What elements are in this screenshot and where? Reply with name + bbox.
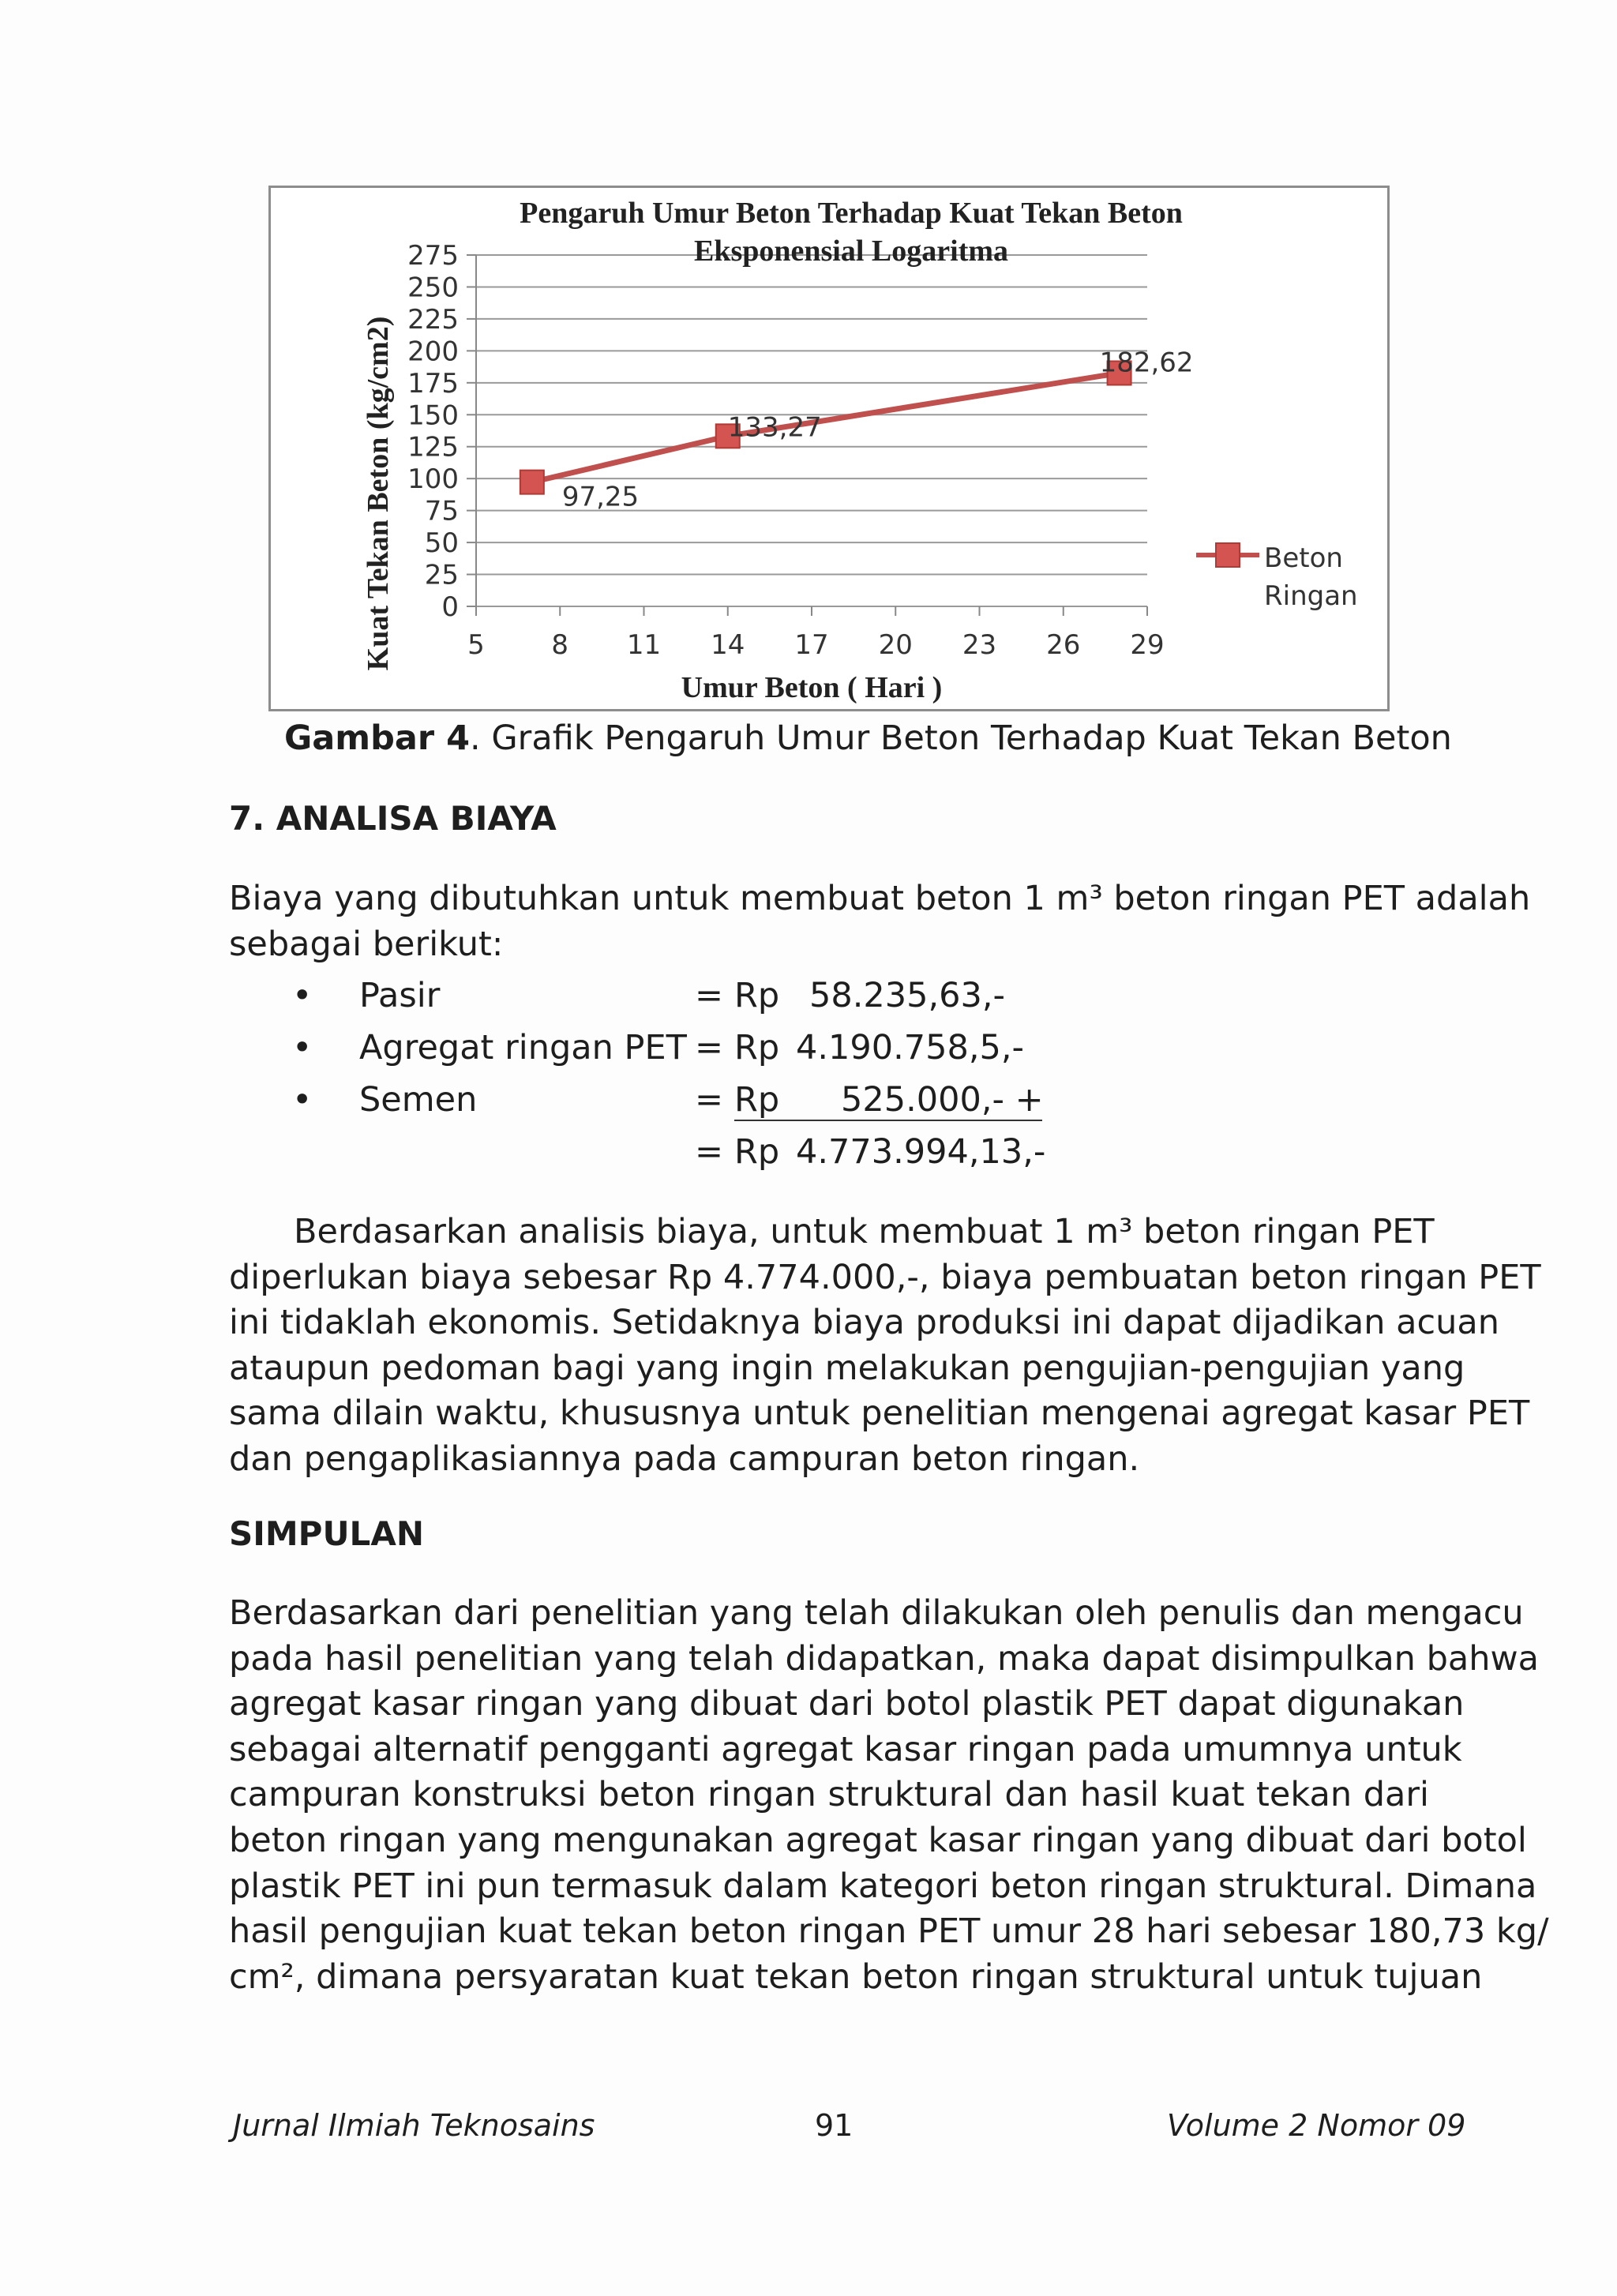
chart-figure — [268, 186, 1390, 711]
cost-value: 525.000,- + — [841, 1080, 1044, 1120]
section-heading-analisa-biaya: 7. ANALISA BIAYA — [229, 799, 557, 838]
legend-label: Beton — [1264, 542, 1343, 574]
chart-svg — [271, 188, 1387, 709]
bullet: • — [292, 1080, 313, 1120]
y-tick-label: 225 — [407, 303, 459, 336]
x-tick-label: 8 — [551, 629, 569, 661]
text-line: pada hasil penelitian yang telah didapatkan, maka dapat disimpulkan bahwa — [229, 1638, 1540, 1679]
legend-label: Ringan — [1264, 580, 1358, 612]
currency: Rp — [734, 976, 780, 1015]
series-line — [532, 373, 1120, 482]
cost-item-name: Agregat ringan PET — [359, 1028, 687, 1067]
caption-text: . Grafik Pengaruh Umur Beton Terhadap Kuat Tekan Beton — [470, 718, 1452, 758]
legend-marker — [1216, 543, 1240, 567]
data-label: 182,62 — [1099, 347, 1194, 379]
equals-sign: = — [695, 1028, 724, 1067]
y-tick-label: 75 — [424, 495, 459, 527]
text-line: ataupun pedoman bagi yang ingin melakukan pengujian-pengujian yang — [229, 1348, 1465, 1388]
text-line: hasil pengujian kuat tekan beton ringan PET umur 28 hari sebesar 180,73 kg/ — [229, 1911, 1549, 1952]
data-label: 97,25 — [561, 481, 640, 513]
bullet: • — [292, 1028, 313, 1067]
x-tick-label: 20 — [878, 629, 913, 661]
y-tick-label: 150 — [407, 400, 459, 432]
text-line: cm², dimana persyaratan kuat tekan beton ringan struktural untuk tujuan — [229, 1956, 1483, 1997]
text-line: plastik PET ini pun termasuk dalam kategori beton ringan struktural. Dimana — [229, 1866, 1537, 1906]
y-tick-label: 100 — [407, 463, 459, 496]
cost-intro — [229, 876, 1531, 967]
cost-item-name: Semen — [359, 1080, 478, 1120]
data-label: 133,27 — [727, 411, 822, 444]
chart-subtitle: Eksponensial Logaritma — [693, 234, 1009, 268]
caption-label: Gambar 4 — [284, 718, 471, 758]
text-line: beton ringan yang mengunakan agregat kasar ringan yang dibuat dari botol — [229, 1820, 1527, 1860]
y-tick-label: 175 — [407, 367, 459, 400]
page-number: 91 — [815, 2108, 854, 2143]
text-line: dan pengaplikasiannya pada campuran beton ringan. — [229, 1439, 1140, 1479]
equals-sign: = — [695, 1080, 724, 1120]
cost-item-name: Pasir — [359, 976, 441, 1015]
text-line: sebagai alternatif pengganti agregat kasar ringan pada umumnya untuk — [229, 1729, 1462, 1769]
text-line: Berdasarkan analisis biaya, untuk membuat 1 m³ beton ringan PET — [294, 1212, 1435, 1251]
y-tick-label: 275 — [407, 240, 459, 272]
text-line: sebagai berikut: — [229, 924, 504, 964]
conclusion-paragraph — [229, 1591, 1549, 2000]
journal-name: Jurnal Ilmiah Teknosains — [233, 2108, 595, 2143]
cost-row-total — [229, 1132, 1046, 1180]
equals-sign: = — [695, 976, 724, 1015]
cost-row-pasir — [229, 976, 1019, 1023]
x-tick-label: 5 — [467, 629, 485, 661]
x-tick-label: 17 — [794, 629, 829, 661]
x-tick-label: 14 — [711, 629, 745, 661]
cost-row-semen — [229, 1080, 1044, 1127]
y-tick-label: 25 — [424, 559, 459, 591]
equals-sign: = — [695, 1132, 724, 1172]
cost-value: 4.190.758,5,- — [796, 1028, 1025, 1067]
cost-value: 58.235,63,- — [809, 976, 1006, 1015]
y-tick-label: 0 — [441, 591, 459, 623]
cost-total-value: 4.773.994,13,- — [796, 1132, 1046, 1172]
y-tick-label: 125 — [407, 431, 459, 463]
currency: Rp — [734, 1132, 780, 1172]
x-tick-label: 29 — [1130, 629, 1165, 661]
text-line: Berdasarkan dari penelitian yang telah dilakukan oleh penulis dan mengacu — [229, 1593, 1524, 1633]
y-tick-label: 50 — [424, 527, 459, 560]
x-axis-label: Umur Beton ( Hari ) — [681, 671, 943, 704]
figure-caption — [284, 718, 1452, 758]
text-line: agregat kasar ringan yang dibuat dari botol plastik PET dapat digunakan — [229, 1684, 1465, 1724]
y-axis-label: Kuat Tekan Beton (kg/cm2) — [362, 316, 395, 671]
text-line: campuran konstruksi beton ringan struktural dan hasil kuat tekan dari — [229, 1775, 1429, 1815]
text-line: sama dilain waktu, khususnya untuk penelitian mengenai agregat kasar PET — [229, 1394, 1530, 1434]
section-heading-simpulan: SIMPULAN — [229, 1514, 424, 1553]
cost-row-agregat — [229, 1028, 1025, 1075]
text-line: ini tidaklah ekonomis. Setidaknya biaya produksi ini dapat dijadikan acuan — [229, 1303, 1500, 1343]
text-line: Biaya yang dibutuhkan untuk membuat beton 1 m³ beton ringan PET adalah — [229, 879, 1531, 918]
bullet: • — [292, 976, 313, 1015]
y-tick-label: 250 — [407, 272, 459, 304]
x-tick-label: 11 — [626, 629, 662, 661]
currency: Rp — [734, 1080, 1042, 1121]
x-tick-label: 26 — [1046, 629, 1081, 661]
y-tick-label: 200 — [407, 336, 459, 368]
data-point — [520, 471, 544, 494]
analysis-paragraph — [229, 1210, 1541, 1483]
x-tick-label: 23 — [962, 629, 997, 661]
text-line: diperlukan biaya sebesar Rp 4.774.000,-, biaya pembuatan beton ringan PET — [229, 1257, 1541, 1297]
currency: Rp — [734, 1028, 780, 1067]
volume-info: Volume 2 Nomor 09 — [1167, 2108, 1466, 2143]
chart-title: Pengaruh Umur Beton Terhadap Kuat Tekan Beton — [520, 197, 1183, 230]
